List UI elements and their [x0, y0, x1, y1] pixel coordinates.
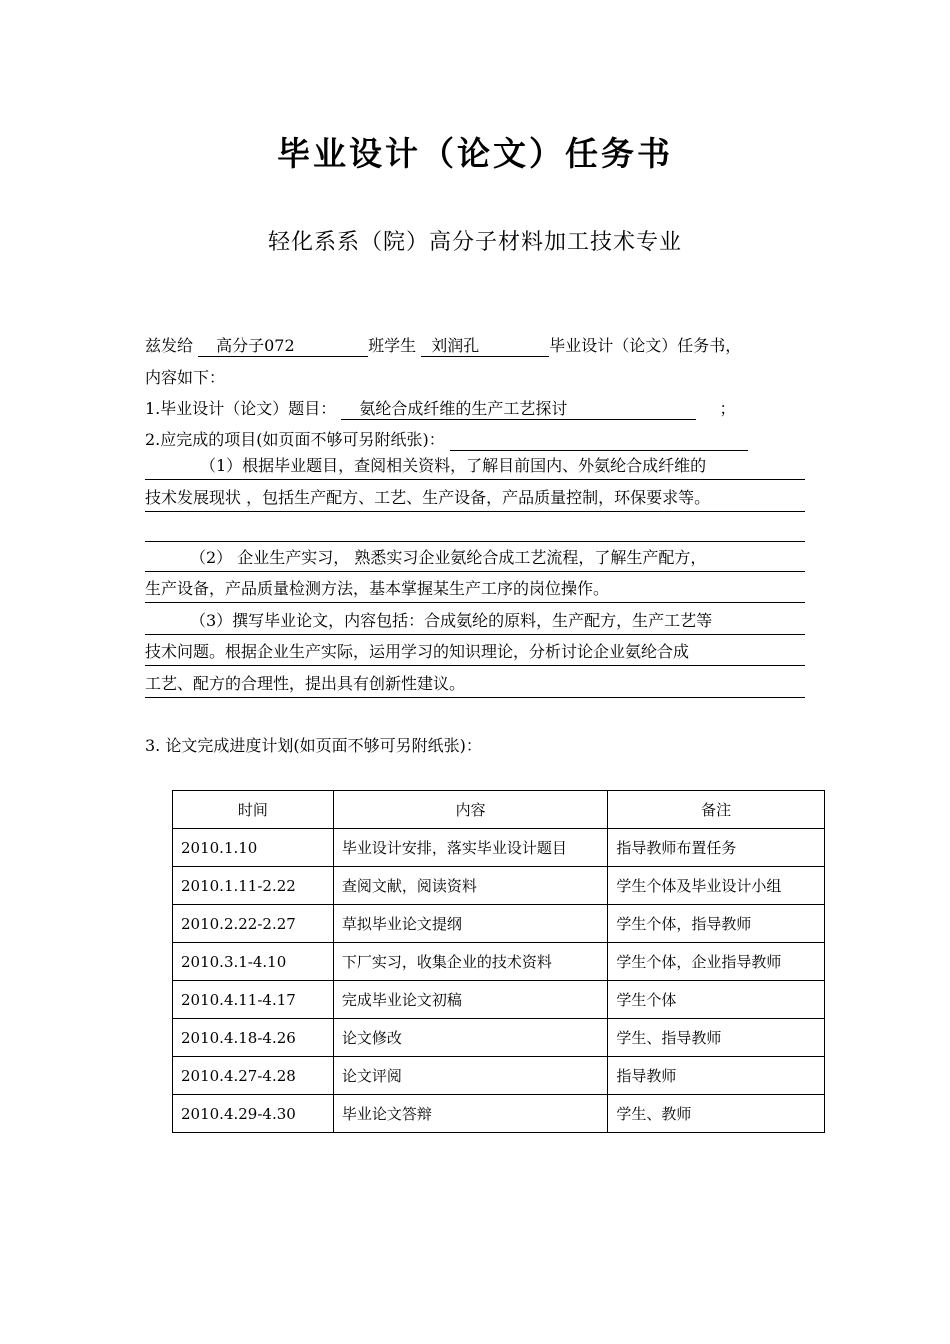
cell-time: 2010.1.11-2.22 — [173, 867, 334, 905]
cell-content: 查阅文献，阅读资料 — [333, 867, 608, 905]
table-row — [173, 981, 825, 1019]
table-row — [173, 1095, 825, 1133]
items-blank — [450, 430, 748, 451]
cell-remark: 学生个体，指导教师 — [608, 905, 825, 943]
item-1-line-2: 技术发展现状 ，包括生产配方、工艺、生产设备，产品质量控制，环保要求等。 — [145, 487, 805, 512]
item-3-line-1: （3）撰写毕业论文，内容包括：合成氨纶的原料，生产配方，生产工艺等 — [145, 610, 805, 635]
class-name-field: 高分子072 — [198, 336, 368, 357]
student-label: 班学生 — [368, 336, 417, 355]
cell-time: 2010.4.29-4.30 — [173, 1095, 334, 1133]
cell-remark: 学生个体，企业指导教师 — [608, 943, 825, 981]
table-row — [173, 943, 825, 981]
topic-value: 氨纶合成纤维的生产工艺探讨 — [341, 399, 696, 420]
issue-prefix: 兹发给 — [145, 336, 194, 355]
header-time: 时间 — [173, 791, 334, 829]
cell-remark: 学生个体及毕业设计小组 — [608, 867, 825, 905]
table-row — [173, 905, 825, 943]
table-row — [173, 829, 825, 867]
student-name-field: 刘润孔 — [421, 336, 549, 357]
item-2-line-2: 生产设备，产品质量检测方法，基本掌握某生产工序的岗位操作。 — [145, 578, 805, 603]
topic-label: 1.毕业设计（论文）题目： — [145, 399, 337, 418]
topic-end: ； — [719, 399, 736, 418]
cell-remark: 指导教师 — [608, 1057, 825, 1095]
cell-content: 论文评阅 — [333, 1057, 608, 1095]
cell-time: 2010.3.1-4.10 — [173, 943, 334, 981]
item-1-line-1: （1）根据毕业题目，查阅相关资料，了解目前国内、外氨纶合成纤维的 — [145, 455, 805, 480]
cell-remark: 学生、指导教师 — [608, 1019, 825, 1057]
header-content: 内容 — [333, 791, 608, 829]
cell-content: 毕业论文答辩 — [333, 1095, 608, 1133]
cell-remark: 学生个体 — [608, 981, 825, 1019]
cell-time: 2010.1.10 — [173, 829, 334, 867]
cell-time: 2010.2.22-2.27 — [173, 905, 334, 943]
table-header-row — [173, 791, 825, 829]
cell-time: 2010.4.18-4.26 — [173, 1019, 334, 1057]
schedule-label: 3. 论文完成进度计划(如页面不够可另附纸张)： — [145, 736, 482, 755]
cell-content: 毕业设计安排，落实毕业设计题目 — [333, 829, 608, 867]
cell-remark: 学生、教师 — [608, 1095, 825, 1133]
table-row — [173, 1019, 825, 1057]
item-2-line-1: （2） 企业生产实习， 熟悉实习企业氨纶合成工艺流程，了解生产配方， — [145, 547, 805, 572]
cell-content: 完成毕业论文初稿 — [333, 981, 608, 1019]
blank-rule — [145, 541, 805, 542]
topic-line — [145, 393, 810, 425]
table-row — [173, 1057, 825, 1095]
cell-content: 草拟毕业论文提纲 — [333, 905, 608, 943]
document-title: 毕业设计（论文）任务书 — [277, 134, 673, 173]
cell-content: 论文修改 — [333, 1019, 608, 1057]
content-intro: 内容如下： — [145, 368, 226, 387]
schedule-table — [172, 790, 825, 1133]
item-3-line-2: 技术问题。根据企业生产实际，运用学习的知识理论，分析讨论企业氨纶合成 — [145, 641, 805, 666]
items-label: 2.应完成的项目(如页面不够可另附纸张)： — [145, 430, 445, 449]
cell-remark: 指导教师布置任务 — [608, 829, 825, 867]
item-3-line-3: 工艺、配方的合理性，提出具有创新性建议。 — [145, 673, 805, 698]
cell-time: 2010.4.27-4.28 — [173, 1057, 334, 1095]
cell-content: 下厂实习，收集企业的技术资料 — [333, 943, 608, 981]
items-line — [145, 424, 810, 456]
header-remark: 备注 — [608, 791, 825, 829]
department-subtitle: 轻化系系（院）高分子材料加工技术专业 — [267, 230, 682, 255]
cell-time: 2010.4.11-4.17 — [173, 981, 334, 1019]
table-row — [173, 867, 825, 905]
issue-suffix: 毕业设计（论文）任务书， — [549, 336, 742, 355]
issue-line — [145, 330, 810, 362]
